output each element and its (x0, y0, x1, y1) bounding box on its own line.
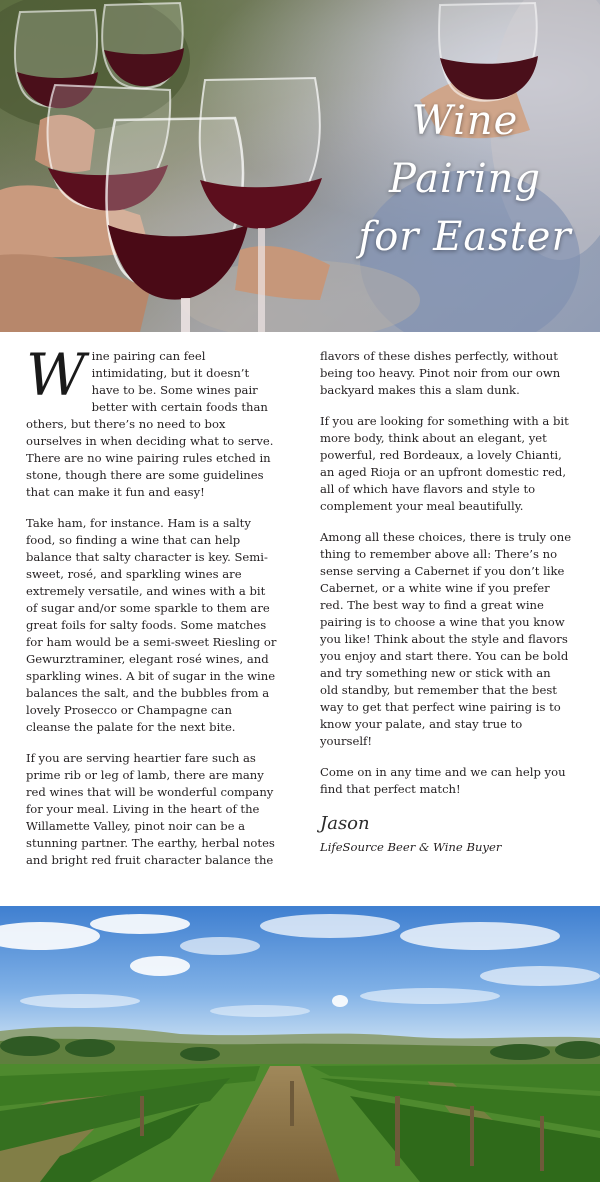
article-column-left (26, 341, 278, 883)
hero-title-line-3: for Easter (358, 214, 572, 260)
author-signature: Jason (320, 813, 370, 834)
article-paragraph: If you are serving heartier fare such as prime rib or leg of lamb, there are many red wines that will be wonderful company for your meal. Living in the heart of the Willamette Valley, pinot noir can be a stunning partner. The earthy, herbal notes and bright red fruit character balance the (26, 751, 275, 867)
article-paragraph-text: ine pairing can feel intimidating, but it doesn’t have to be. Some wines pair better with certain foods than others, but there’s no need to box ourselves in when deciding what to serve. There are no wine pairing rules etched in stone, though there are some guidelines that can make it fun and easy! (26, 349, 274, 499)
author-title: LifeSource Beer & Wine Buyer (320, 840, 502, 854)
vineyard-image (0, 906, 600, 1182)
vineyard-landscape-illustration (0, 906, 600, 1182)
drop-cap-letter: W (26, 341, 86, 409)
article-paragraph (26, 341, 278, 501)
article-paragraph: flavors of these dishes perfectly, without being too heavy. Pinot noir from our own backyard makes this a slam dunk. (320, 349, 561, 397)
hero-title-line-1: Wine (411, 98, 519, 144)
hero-image (0, 0, 600, 332)
article-paragraph: Take ham, for instance. Ham is a salty food, so finding a wine that can help balance that salty character is key. Semi-sweet, rosé, and sparkling wines are extremely versatile, and wines with a bit of sugar and/or some sparkle to them are great foils for salty foods. Some matches for ham would be a semi-sweet Riesling or Gewurztraminer, elegant rosé wines, and sparkling wines. A bit of sugar in the wine balances the salt, and the bubbles from a lovely Prosecco or Champagne can cleanse the palate for the next bite. (26, 516, 277, 734)
article-column-right (320, 348, 572, 856)
article-paragraph: Among all these choices, there is truly one thing to remember above all: There’s no sense serving a Cabernet if you don’t like Cabernet, or a white wine if you prefer red. The best way to find a great wine pairing is to choose a wine that you know you like! Think about the style and flavors you enjoy and start there. You can be bold and try something new or stick with an old standby, but remember that the best way to get that perfect wine pairing is to know your palate, and stay true to yourself! (320, 530, 572, 748)
hero-title (350, 92, 580, 266)
hero-title-line-2: Pairing (388, 156, 542, 202)
article-paragraph: If you are looking for something with a bit more body, think about an elegant, yet powerful, red Bordeaux, a lovely Chianti, an aged Rioja or an upfront domestic red, all of which have flavors and style to complement your meal beautifully. (320, 414, 569, 513)
article-paragraph: Come on in any time and we can help you find that perfect match! (320, 765, 566, 796)
article-body (26, 341, 576, 888)
